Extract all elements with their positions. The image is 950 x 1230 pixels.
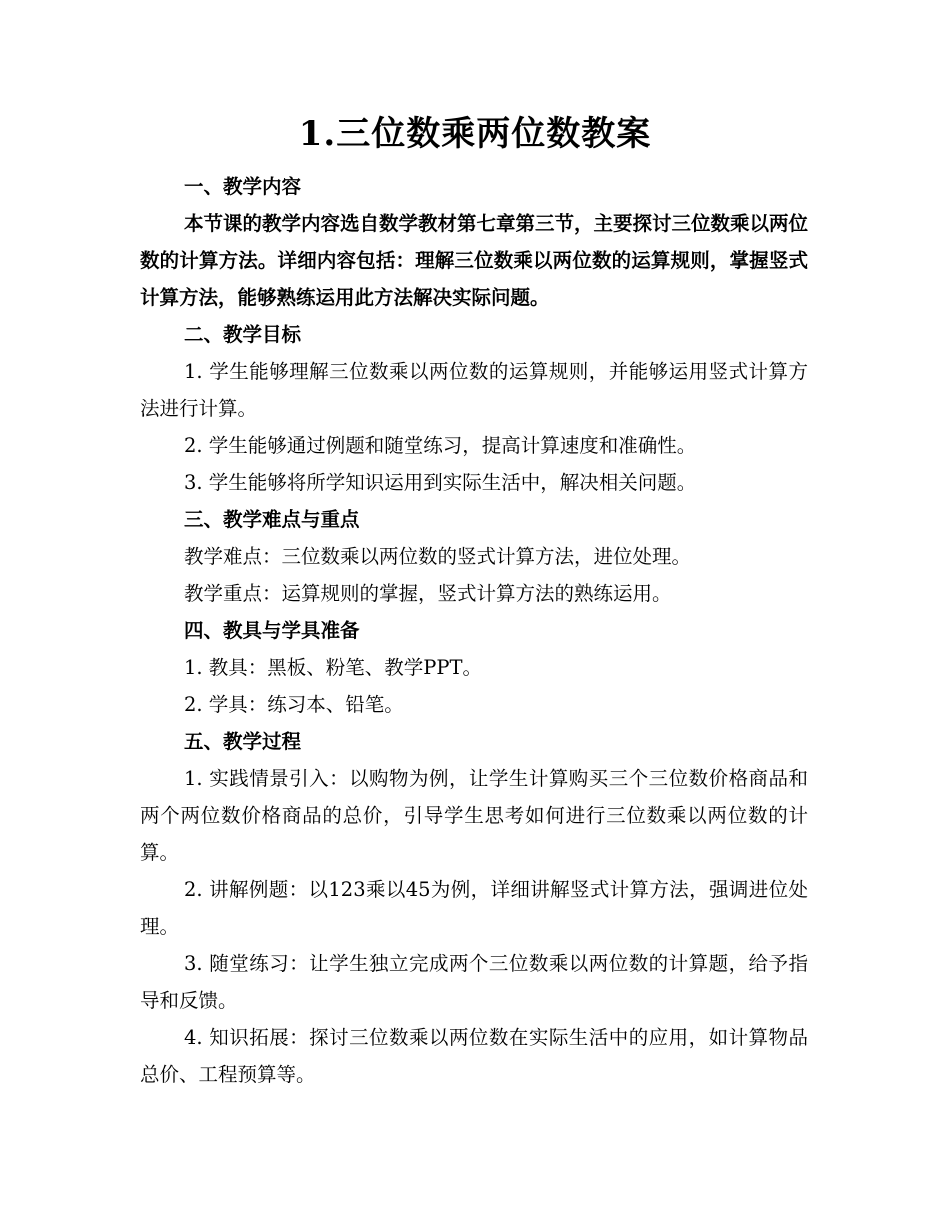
section-heading-teaching-goals: 二、教学目标 (184, 323, 302, 346)
section-heading-difficulties: 三、教学难点与重点 (184, 508, 360, 531)
section-heading-teaching-content: 一、教学内容 (184, 175, 302, 198)
goal-item: 3. 学生能够将所学知识运用到实际生活中，解决相关问题。 (184, 471, 697, 494)
difficulty-line: 教学难点：三位数乘以两位数的竖式计算方法，进位处理。 (184, 545, 692, 568)
document-title: 1.三位数乘两位数教案 (298, 114, 652, 154)
key-point-line: 教学重点：运算规则的掌握，竖式计算方法的熟练运用。 (184, 582, 672, 605)
process-step: 4. 知识拓展：探讨三位数乘以两位数在实际生活中的应用，如计算物品总价、工程预算等。 (140, 1026, 808, 1086)
document-body (140, 168, 808, 1093)
section-heading-process: 五、教学过程 (184, 730, 302, 753)
process-step: 1. 实践情景引入：以购物为例，让学生计算购买三个三位数价格商品和两个两位数价格商品的总价，引导学生思考如何进行三位数乘以两位数的计算。 (140, 767, 808, 864)
goal-item: 2. 学生能够通过例题和随堂练习，提高计算速度和准确性。 (184, 434, 697, 457)
materials-item: 1. 教具：黑板、粉笔、教学PPT。 (184, 656, 483, 679)
teaching-content-paragraph: 本节课的教学内容选自数学教材第七章第三节，主要探讨三位数乘以两位数的计算方法。详细内容包括：理解三位数乘以两位数的运算规则，掌握竖式计算方法，能够熟练运用此方法解决实际问题。 (140, 212, 809, 309)
goal-item: 1. 学生能够理解三位数乘以两位数的运算规则，并能够运用竖式计算方法进行计算。 (140, 360, 808, 420)
process-step: 2. 讲解例题：以123乘以45为例，详细讲解竖式计算方法，强调进位处理。 (140, 878, 808, 938)
materials-item: 2. 学具：练习本、铅笔。 (184, 693, 404, 716)
section-heading-materials: 四、教具与学具准备 (184, 619, 360, 642)
process-step: 3. 随堂练习：让学生独立完成两个三位数乘以两位数的计算题，给予指导和反馈。 (140, 952, 808, 1012)
